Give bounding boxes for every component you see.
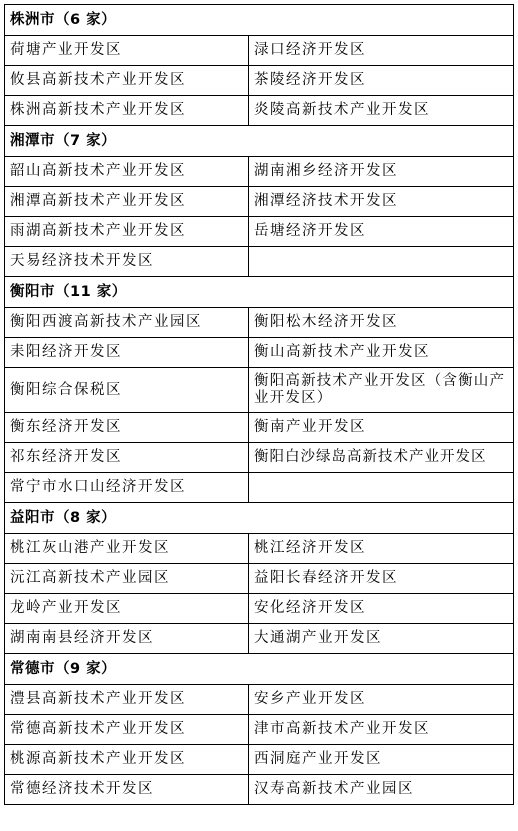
zone-cell: 渌口经济开发区 bbox=[249, 36, 514, 66]
table-row bbox=[5, 157, 514, 187]
section-title: 益阳市（8 家） bbox=[5, 503, 514, 534]
zone-cell: 澧县高新技术产业开发区 bbox=[5, 685, 249, 715]
table-row bbox=[5, 594, 514, 624]
zone-cell: 炎陵高新技术产业开发区 bbox=[249, 96, 514, 126]
table-row bbox=[5, 715, 514, 745]
zone-cell: 衡东经济开发区 bbox=[5, 413, 249, 443]
zone-cell: 常宁市水口山经济开发区 bbox=[5, 473, 249, 503]
zone-cell: 桃江经济开发区 bbox=[249, 534, 514, 564]
empty-cell bbox=[249, 473, 514, 503]
zone-cell: 桃源高新技术产业开发区 bbox=[5, 745, 249, 775]
zone-cell: 茶陵经济开发区 bbox=[249, 66, 514, 96]
zone-cell: 常德高新技术产业开发区 bbox=[5, 715, 249, 745]
section-title: 湘潭市（7 家） bbox=[5, 126, 514, 157]
zone-cell: 耒阳经济开发区 bbox=[5, 338, 249, 368]
zone-cell: 湖南南县经济开发区 bbox=[5, 624, 249, 654]
zone-cell: 桃江灰山港产业开发区 bbox=[5, 534, 249, 564]
section-header-row bbox=[5, 277, 514, 308]
zone-cell: 雨湖高新技术产业开发区 bbox=[5, 217, 249, 247]
table-row bbox=[5, 187, 514, 217]
zone-cell: 汉寿高新技术产业园区 bbox=[249, 775, 514, 805]
zone-cell: 天易经济技术开发区 bbox=[5, 247, 249, 277]
table-row bbox=[5, 624, 514, 654]
zone-cell: 常德经济技术开发区 bbox=[5, 775, 249, 805]
table-row bbox=[5, 217, 514, 247]
table-row bbox=[5, 308, 514, 338]
table-row bbox=[5, 685, 514, 715]
table-row bbox=[5, 96, 514, 126]
section-title: 衡阳市（11 家） bbox=[5, 277, 514, 308]
section-title: 株洲市（6 家） bbox=[5, 5, 514, 36]
section-header-row bbox=[5, 503, 514, 534]
zone-cell: 衡阳综合保税区 bbox=[5, 368, 249, 413]
section-title: 常德市（9 家） bbox=[5, 654, 514, 685]
zone-cell: 衡南产业开发区 bbox=[249, 413, 514, 443]
zone-cell: 岳塘经济开发区 bbox=[249, 217, 514, 247]
table-row bbox=[5, 66, 514, 96]
zone-cell: 祁东经济开发区 bbox=[5, 443, 249, 473]
zone-cell: 大通湖产业开发区 bbox=[249, 624, 514, 654]
zone-cell: 衡阳高新技术产业开发区（含衡山产业开发区） bbox=[249, 368, 514, 413]
empty-cell bbox=[249, 247, 514, 277]
zone-cell: 龙岭产业开发区 bbox=[5, 594, 249, 624]
table-row bbox=[5, 564, 514, 594]
zone-cell: 益阳长春经济开发区 bbox=[249, 564, 514, 594]
zone-cell: 湖南湘乡经济开发区 bbox=[249, 157, 514, 187]
table-row bbox=[5, 443, 514, 473]
zone-cell: 沅江高新技术产业园区 bbox=[5, 564, 249, 594]
table-row bbox=[5, 534, 514, 564]
zone-cell: 湘潭高新技术产业开发区 bbox=[5, 187, 249, 217]
zone-cell: 津市高新技术产业开发区 bbox=[249, 715, 514, 745]
table-row bbox=[5, 247, 514, 277]
zone-cell: 衡山高新技术产业开发区 bbox=[249, 338, 514, 368]
table-row bbox=[5, 775, 514, 805]
zone-cell: 湘潭经济技术开发区 bbox=[249, 187, 514, 217]
zone-cell: 韶山高新技术产业开发区 bbox=[5, 157, 249, 187]
zone-cell: 西洞庭产业开发区 bbox=[249, 745, 514, 775]
development-zone-table bbox=[4, 4, 514, 805]
zone-cell: 荷塘产业开发区 bbox=[5, 36, 249, 66]
zone-cell: 攸县高新技术产业开发区 bbox=[5, 66, 249, 96]
table-row bbox=[5, 413, 514, 443]
zone-cell: 衡阳白沙绿岛高新技术产业开发区 bbox=[249, 443, 514, 473]
section-header-row bbox=[5, 654, 514, 685]
table-row bbox=[5, 473, 514, 503]
section-header-row bbox=[5, 5, 514, 36]
zone-cell: 衡阳西渡高新技术产业园区 bbox=[5, 308, 249, 338]
section-header-row bbox=[5, 126, 514, 157]
table-row bbox=[5, 368, 514, 413]
document-page bbox=[4, 4, 513, 805]
zone-cell: 安化经济开发区 bbox=[249, 594, 514, 624]
table-row bbox=[5, 745, 514, 775]
zone-cell: 安乡产业开发区 bbox=[249, 685, 514, 715]
zone-cell: 衡阳松木经济开发区 bbox=[249, 308, 514, 338]
zone-cell: 株洲高新技术产业开发区 bbox=[5, 96, 249, 126]
table-row bbox=[5, 338, 514, 368]
table-row bbox=[5, 36, 514, 66]
